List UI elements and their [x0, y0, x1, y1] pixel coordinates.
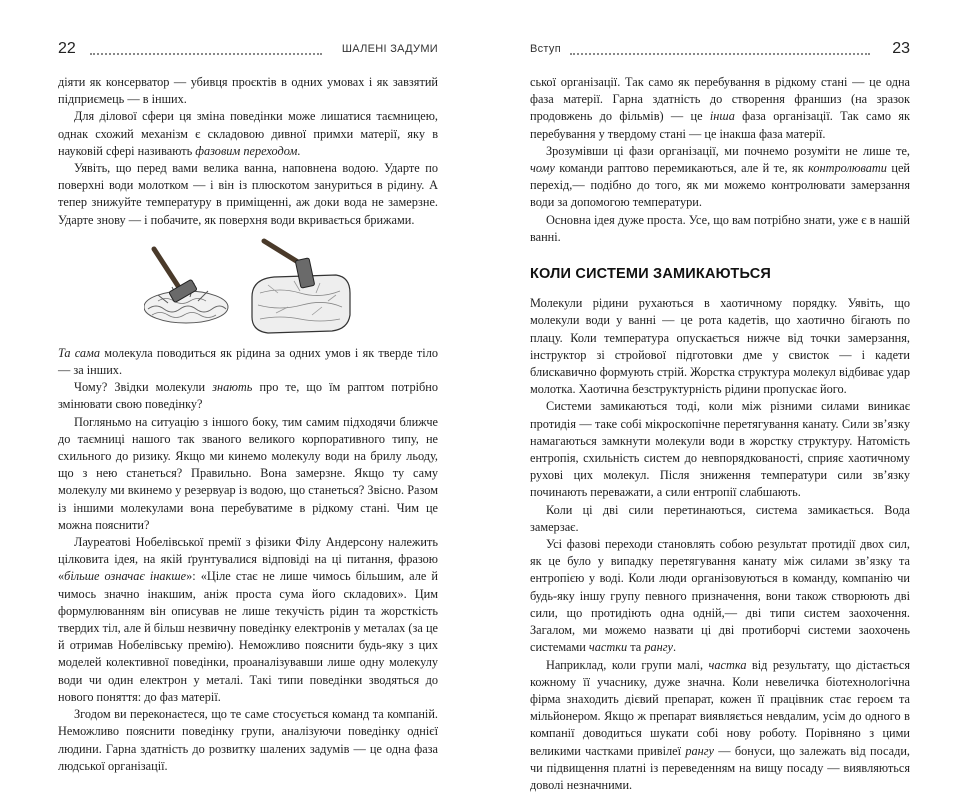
- emphasis-text: рангу: [644, 640, 673, 654]
- paragraph: [58, 345, 438, 379]
- dotted-leader: [570, 53, 870, 55]
- page-number: 23: [892, 40, 910, 58]
- emphasis-text: більше означає інакше: [64, 569, 186, 583]
- right-running-head: [530, 40, 910, 60]
- emphasis-text: частка: [709, 658, 747, 672]
- text-run: Чому? Звідки молекули: [74, 380, 212, 394]
- running-title: ШАЛЕНІ ЗАДУМИ: [342, 43, 438, 55]
- paragraph: [530, 398, 910, 501]
- text-run: .: [673, 640, 676, 654]
- emphasis-text: знають: [212, 380, 252, 394]
- text-run: від результату, що дістається кожному її учаснику, дуже значна. Коли невеличка біотехнологічна фірма знаходить дієвий препарат, кожен її працівник стає героєм та мільйонером. Якщо ж препарат виявляється невдалим, усім до одного в компанії доводиться шукати собі нову роботу. Порівняно з цими великими частками привілеї: [530, 658, 910, 758]
- text-run: ської організації. Так само як перебування в рідкому стані — це одна фаза матерії. Гарна здатність до створення франшиз (на зразок продовжень до фільмів) — це: [530, 75, 910, 123]
- text-run: фаза організації. Так само як перебування у твердому стані — це інакша фаза матерії.: [530, 109, 910, 140]
- left-body-text: [58, 74, 438, 775]
- paragraph: [530, 295, 910, 398]
- hammer-water-ice-illustration: [144, 237, 352, 337]
- running-title: Вступ: [530, 43, 561, 55]
- section-heading: КОЛИ СИСТЕМИ ЗАМИКАЮТЬСЯ: [530, 266, 910, 283]
- text-run: — бонуси, що залежать від посади, чи підвищення платні із переведенням на вищу посаду — виявляються доволі незначними.: [530, 744, 910, 792]
- paragraph: [530, 74, 910, 143]
- paragraph: [58, 108, 438, 160]
- text-run: Уявіть, що перед вами велика ванна, наповнена водою. Ударте по поверхні води молотком — і він із плюскотом зануриться в рідину. А тепер знижуйте температуру в приміщенні, аж доки вода не замерзне. Ударте знову — і побачите, як поверхня води вкривається брижами.: [58, 161, 438, 227]
- text-run: Усі фазові переходи становлять собою результат протидії двох сил, як це було у випадку перетягування канату між силами зв’язку та ентропією у воді. Коли люди організовуються в команду, компанію чи будь-яку іншу групу певного призначення, вони також створюють дві сили, що протидіють одна одній,— дві типи систем заохочення. Загалом, ми можемо назвати ці дві протиборчі системи заохочень системами: [530, 537, 910, 654]
- text-run: Зрозумівши ці фази організації, ми почнемо розуміти не лише те,: [546, 144, 910, 158]
- text-run: Погляньмо на ситуацію з іншого боку, тим самим підходячи ближче до таємниці нашого так званого великого корпоративного типу, не схильного до ризику. Якщо ми кинемо молекулу води на брилу льоду, що з нею станеться? Правильно. Вона замерзне. Якщо ту саму молекулу ми вкинемо у резервуар із водою, що станеться? Звісно. Разом із іншими молекулами вона перебуватиме в рідкому стані. Чим це можна пояснити?: [58, 415, 438, 532]
- paragraph: [530, 502, 910, 536]
- left-page: [58, 0, 438, 691]
- paragraph: [530, 536, 910, 656]
- text-run: Згодом ви переконаєтеся, що те саме стосується команд та компаній. Неможливо пояснити поведінку групи, аналізуючи поведінку однієї людини. Гарна здатність до розвитку шалених задумів — це одна фаза людської організації.: [58, 707, 438, 773]
- intro-text: [530, 74, 910, 246]
- text-run: Лауреатові Нобелівської премії з фізики Філу Андерсону належить цілковита ідея, на якій ґрунтувалися відповіді на ці питання, фразою «: [58, 535, 438, 583]
- emphasis-text: контролювати: [808, 161, 887, 175]
- paragraph: [58, 414, 438, 534]
- emphasis-text: рангу: [685, 744, 714, 758]
- hammer-in-water-icon: [144, 249, 228, 323]
- emphasis-text: чому: [530, 161, 555, 175]
- emphasis-text: Та сама: [58, 346, 100, 360]
- paragraph: [58, 74, 438, 108]
- text-run: »: «Ціле стає не лише чимось більшим, але й чимось значно інакшим, аніж проста сума його складових». Цим формулюванням він описував не лише текучість рідин та жорсткість твердих тіл, але й більш незвичну поведінку електронів у металах (за це й отримав Нобелівську премію). Неможливо пояснити будь-яку з цих моделей колективної поведінки, проаналізувавши лише одну молекулу води чи один електрон у металі. Такі типи поведінки зводяться до нового поняття: до фаз матерії.: [58, 569, 438, 703]
- text-run: Для ділової сфери ця зміна поведінки може лишатися таємницею, однак схожий механізм є складовою дивної примхи матерії, яку в науковій сфері називають: [58, 109, 438, 157]
- right-body-text: [530, 74, 910, 794]
- text-run: цей перехід,— подібно до того, як ми можемо контролювати замерзання води за допомогою температури.: [530, 161, 910, 209]
- text-run: про те, що їм раптом потрібно змінювати свою поведінку?: [58, 380, 438, 411]
- paragraph: [58, 379, 438, 413]
- paragraph: [58, 706, 438, 775]
- text-run: молекула поводиться як рідина за одних умов і як тверде тіло — за інших.: [58, 346, 438, 377]
- text-run: Молекули рідини рухаються в хаотичному порядку. Уявіть, що молекули води у ванні — це рота кадетів, що хаотично бігають по плацу. Коли температура опускається нижче від точки замерзання, інструктор зі стройової підготовки дме у свисток — і кадети блискавично формують стрій. Жорстка структура молекул відбиває удар молотка. Хаотична безструктурність рідини пропускає його.: [530, 296, 910, 396]
- text-run: та: [627, 640, 644, 654]
- illustration: [58, 235, 438, 339]
- paragraph: [530, 143, 910, 212]
- paragraph: [530, 657, 910, 794]
- paragraph: [58, 160, 438, 229]
- emphasis-text: частки: [589, 640, 627, 654]
- text-run: Системи замикаються тоді, коли між різними силами виникає протидія — таке собі мікроскопічне перетягування канату. Сили зв’язку намагаються замкнути молекули води в жорстку структуру. Натомість ентропія, схильність систем до невпорядкованості, сприяє хаотичному рухові цих молекул. Після зниження температури сили зв’язку починають переважати, а сили ентропії слабшають.: [530, 399, 910, 499]
- text-run: команди раптово перемикаються, але й те, як: [555, 161, 808, 175]
- dotted-leader: [90, 53, 322, 55]
- paragraph: [58, 534, 438, 706]
- page-number: 22: [58, 40, 76, 58]
- left-running-head: [58, 40, 438, 60]
- text-run: Наприклад, коли групи малі,: [546, 658, 709, 672]
- text-run: Коли ці дві сили перетинаються, система замикається. Вода замерзає.: [530, 503, 910, 534]
- text-run: .: [297, 144, 300, 158]
- emphasis-text: фазовим переходом: [195, 144, 297, 158]
- text-run: діяти як консерватор — убивця проєктів в одних умовах і як завзятий підприємець — в інших.: [58, 75, 438, 106]
- emphasis-text: інша: [710, 109, 735, 123]
- section-text: [530, 295, 910, 794]
- paragraph: [530, 212, 910, 246]
- right-page: [530, 0, 910, 691]
- hammer-on-ice-icon: [252, 241, 350, 333]
- text-run: Основна ідея дуже проста. Усе, що вам потрібно знати, уже є в нашій ванні.: [530, 213, 910, 244]
